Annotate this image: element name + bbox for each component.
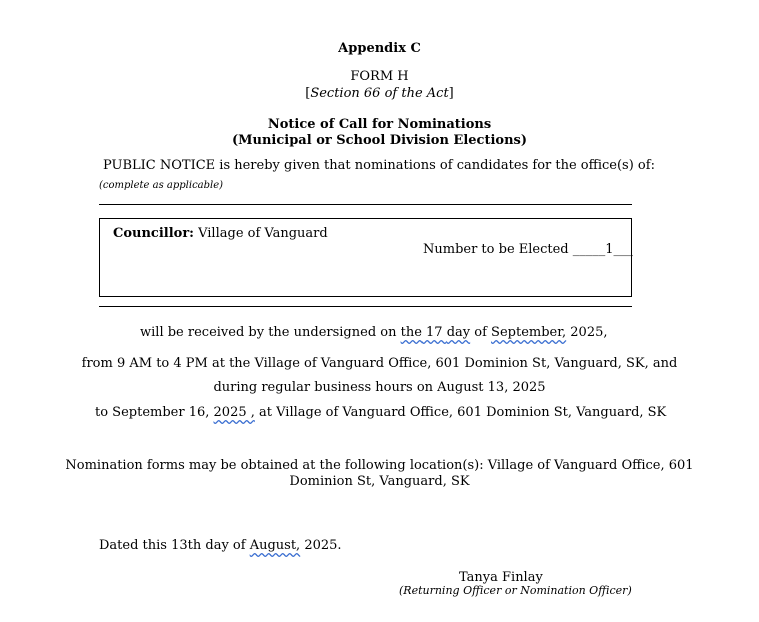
nomination-forms-line2: Dominion St, Vanguard, SK: [289, 474, 470, 489]
received-the: the: [400, 325, 422, 340]
dated-month: August,: [249, 538, 301, 553]
received-of: of: [470, 325, 492, 340]
number-elected-label: Number to be Elected _____: [423, 242, 606, 257]
section-bracket-open: [: [305, 86, 311, 101]
number-elected: [423, 242, 633, 257]
received-month: September,: [491, 325, 567, 340]
to-date-year: 2025 ,: [213, 405, 255, 420]
dated-prefix: Dated this 13th day of: [99, 538, 250, 553]
form-label: FORM H: [350, 69, 409, 84]
public-notice-text: PUBLIC NOTICE is hereby given that nominations of candidates for the office(s) of:: [103, 158, 655, 173]
number-elected-tail: ___: [613, 242, 634, 257]
to-date-line: [95, 405, 666, 420]
office-line: [113, 226, 328, 241]
dated-line: [99, 538, 342, 553]
section-bracket-close: ]: [448, 86, 454, 101]
top-divider: [99, 204, 632, 205]
received-prefix: will be received by the undersigned on: [140, 325, 401, 340]
section-reference: [0, 86, 759, 101]
section-reference-text: Section 66 of the Act: [310, 86, 449, 101]
received-year: 2025,: [566, 325, 608, 340]
regular-hours-line: during regular business hours on August 13, 2025: [213, 380, 546, 395]
complete-note: (complete as applicable): [99, 180, 224, 191]
to-date-prefix: to September 16,: [95, 405, 214, 420]
notice-title: Notice of Call for Nominations: [267, 117, 492, 132]
officer-role: (Returning Officer or Nomination Officer): [399, 584, 632, 597]
to-date-suffix: at Village of Vanguard Office, 601 Dominion St, Vanguard, SK: [254, 405, 667, 420]
received-day-number: 17: [421, 325, 447, 340]
office-value: Village of Vanguard: [193, 226, 328, 241]
notice-subtitle: (Municipal or School Division Elections): [231, 133, 527, 148]
bottom-divider: [99, 306, 632, 307]
officer-name: Tanya Finlay: [459, 570, 543, 585]
received-line: [140, 325, 608, 340]
office-label: Councillor:: [113, 226, 194, 241]
appendix-heading: Appendix C: [338, 41, 421, 56]
dated-year: 2025.: [300, 538, 342, 553]
nomination-forms-line1: Nomination forms may be obtained at the following location(s): Village of Vanguard Office, 601: [65, 458, 694, 473]
number-elected-value: 1: [605, 242, 614, 257]
received-day-word: day: [446, 325, 471, 340]
hours-line: from 9 AM to 4 PM at the Village of Vanguard Office, 601 Dominion St, Vanguard, SK, and: [81, 356, 678, 371]
